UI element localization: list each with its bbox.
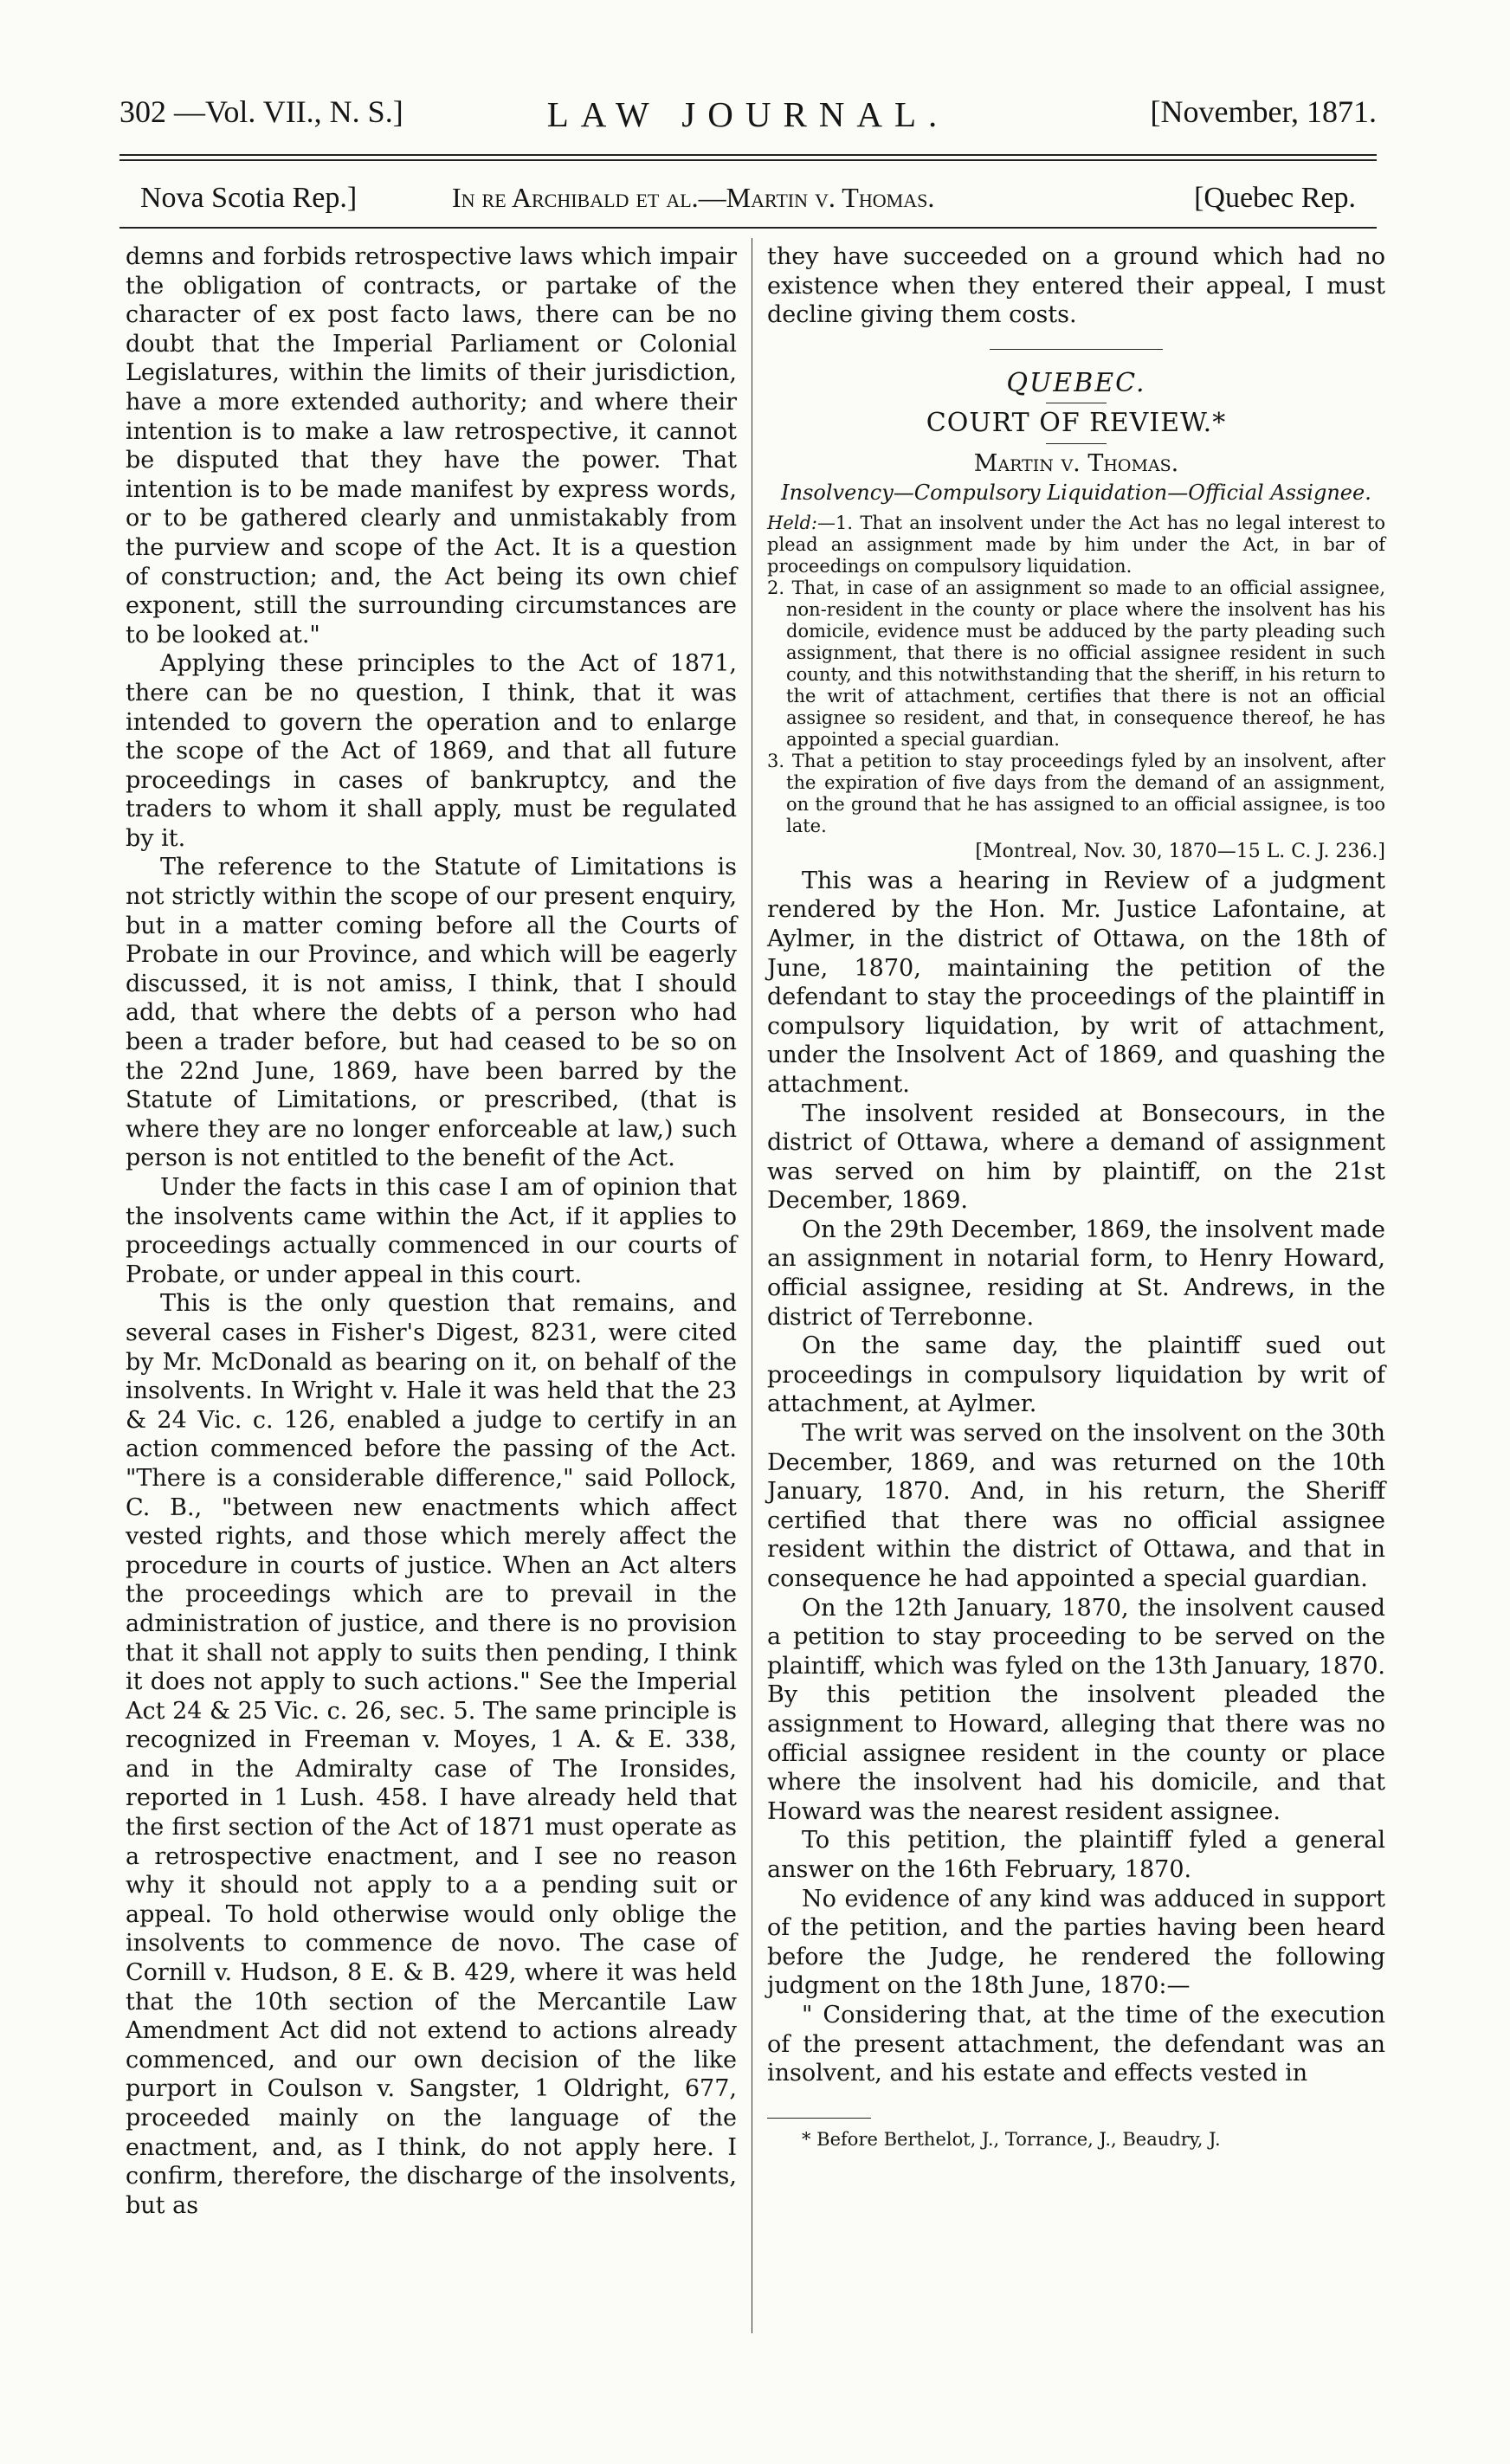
case-title: Martin v. Thomas. (973, 449, 1179, 477)
held-label: Held:— (767, 513, 836, 534)
header-rule-top (119, 154, 1377, 156)
right-paragraph: On the 12th January, 1870, the insolvent caused a petition to stay proceeding to be served on the plaintiff, which was fyled on the 13th January, 1870. By this petition the insolvent pleaded the assignment to Howard, alleging that there was no official assignee resident in the county or place where the insolvent had his domicile, and that Howard was the nearest resident assignee. (767, 1594, 1385, 1825)
right-paragraph: No evidence of any kind was adduced in support of the petition, and the parties having been heard before the Judge, he rendered the following judgment on the 18th June, 1870:— (767, 1885, 1385, 2000)
case-citation: [Montreal, Nov. 30, 1870—15 L. C. J. 236.] (975, 841, 1385, 863)
left-paragraph: demns and forbids retrospective laws which impair the obligation of contracts, or partake of the character of ex post facto laws, there can be no doubt that the Imperial Parliament or Colonial Legislatures, within the limits of their jurisdiction, have a more extended authority; and where their intention is to make a law retrospective, it cannot be disputed that they have the power. That intention is to be made manifest by express words, or to be gathered clearly and unmistakably from the purview and scope of the Act. It is a question of construction; and, the Act being its own chief exponent, still the surrounding circumstances are to be looked at." (126, 243, 737, 648)
right-paragraph: On the same day, the plaintiff sued out proceedings in compulsory liquidation by writ of attachment, at Aylmer. (767, 1332, 1385, 1418)
held-summary (767, 513, 1385, 837)
heading-rule (1046, 443, 1107, 444)
right-column (767, 242, 1385, 2154)
subheader-center: In re Archibald et al.—Martin v. Thomas. (452, 182, 935, 213)
held-point: 2. That, in case of an assignment so made to an official assignee, non-resident in the county or place where the insolvent has his domicile, evidence must be adduced by the party pleading such assignment, that there is no official assignee resident in such county, and this notwithstanding that the sheriff, in his return to the writ of attachment, certifies that there is not an official assignee so resident, and that, in consequence thereof, he has appointed a special guardian. (767, 577, 1385, 751)
right-paragraph: The insolvent resided at Bonsecours, in the district of Ottawa, where a demand of assignment was served on him by plaintiff, on the 21st December, 1869. (767, 1100, 1385, 1215)
left-column (126, 242, 737, 2220)
subheader-right: [Quebec Rep. (1194, 182, 1356, 214)
header-volume: 302 —Vol. VII., N. S.] (119, 94, 403, 129)
left-paragraph: This is the only question that remains, and several cases in Fisher's Digest, 8231, were cited by Mr. McDonald as bearing on it, on behalf of the insolvents. In Wright v. Hale it was held that the 23 & 24 Vic. c. 126, enabled a judge to certify in an action commenced before the passing of the Act. "There is a considerable difference," said Pollock, C. B., "between new enactments which affect vested rights, and those which merely affect the procedure in courts of justice. When an Act alters the proceedings which are to prevail in the administration of justice, and there is no provision that it shall not apply to suits then pending, I think it does not apply to such actions." See the Imperial Act 24 & 25 Vic. c. 26, sec. 5. The same principle is recognized in Freeman v. Moyes, 1 A. & E. 338, and in the Admiralty case of The Ironsides, reported in 1 Lush. 458. I have already held that the first section of the Act of 1871 must operate as a retrospective enactment, and I see no reason why it should not apply to a a pending suit or appeal. To hold otherwise would only oblige the insolvents to commence de novo. The case of Cornill v. Hudson, 8 E. & B. 429, where it was held that the 10th section of the Mercantile Law Amendment Act did not extend to actions already commenced, and our own decision of the like purport in Coulson v. Sangster, 1 Oldright, 677, proceeded mainly on the language of the enactment, and, as I think, do not apply here. I confirm, therefore, the discharge of the insolvents, but as (126, 1290, 737, 2219)
header-rule-bottom (119, 159, 1377, 161)
section-heading: QUEBEC. (1006, 367, 1146, 398)
section-rule (990, 349, 1163, 350)
subheader-left: Nova Scotia Rep.] (140, 182, 358, 214)
court-heading: COURT OF REVIEW.* (926, 408, 1227, 439)
header-journal-title: LAW JOURNAL. (546, 94, 950, 134)
footnote: * Before Berthelot, J., Torrance, J., Beaudry, J. (802, 2128, 1221, 2150)
left-paragraph: Under the facts in this case I am of opinion that the insolvents came within the Act, if it applies to proceedings actually commenced in our courts of Probate, or under appeal in this court. (126, 1174, 737, 1288)
subheader-rule (119, 227, 1377, 229)
footnote-rule (767, 2118, 871, 2119)
left-paragraph: Applying these principles to the Act of 1871, there can be no question, I think, that it was intended to govern the operation and to enlarge the scope of the Act of 1869, and that all future proceedings in cases of bankruptcy, and the traders to whom it shall apply, must be regulated by it. (126, 650, 737, 852)
right-paragraph: On the 29th December, 1869, the insolvent made an assignment in notarial form, to Henry Howard, official assignee, residing at St. Andrews, in the district of Terrebonne. (767, 1216, 1385, 1331)
held-point: Held:—1. That an insolvent under the Act has no legal interest to plead an assignment made by him under the Act, in bar of proceedings on compulsory liquidation. (767, 513, 1385, 577)
right-paragraph: To this petition, the plaintiff fyled a general answer on the 16th February, 1870. (767, 1827, 1385, 1883)
right-paragraph: " Considering that, at the time of the execution of the present attachment, the defendant was an insolvent, and his estate and effects vested in (767, 2001, 1385, 2087)
right-opening-paragraph: they have succeeded on a ground which had no existence when they entered their appeal, I must decline giving them costs. (767, 243, 1385, 329)
case-keywords: Insolvency—Compulsory Liquidation—Official Assignee. (781, 480, 1371, 505)
right-paragraph: This was a hearing in Review of a judgment rendered by the Hon. Mr. Justice Lafontaine, at Aylmer, in the district of Ottawa, on the 18th of June, 1870, maintaining the petition of the defendant to stay the proceedings of the plaintiff in compulsory liquidation, by writ of attachment, under the Insolvent Act of 1869, and quashing the attachment. (767, 867, 1385, 1098)
held-point: 3. That a petition to stay proceedings fyled by an insolvent, after the expiration of five days from the demand of an assignment, on the ground that he has assigned to an official assignee, is too late. (767, 751, 1385, 837)
running-header (119, 94, 1377, 137)
right-paragraph: The writ was served on the insolvent on the 30th December, 1869, and was returned on the 10th January, 1870. And, in his return, the Sheriff certified that there was no official assignee resident within the district of Ottawa, and that in consequence he had appointed a special guardian. (767, 1420, 1385, 1592)
case-subheader (140, 182, 1356, 220)
left-paragraph: The reference to the Statute of Limitations is not strictly within the scope of our present enquiry, but in a matter coming before all the Courts of Probate in our Province, and which will be eagerly discussed, it is not amiss, I think, that I should add, that where the debts of a person who had been a trader before, but had ceased to be so on the 22nd June, 1869, have been barred by the Statute of Limitations, or prescribed, (that is where they are no longer enforceable at law,) such person is not entitled to the benefit of the Act. (126, 854, 737, 1172)
header-date: [November, 1871. (1150, 94, 1377, 129)
